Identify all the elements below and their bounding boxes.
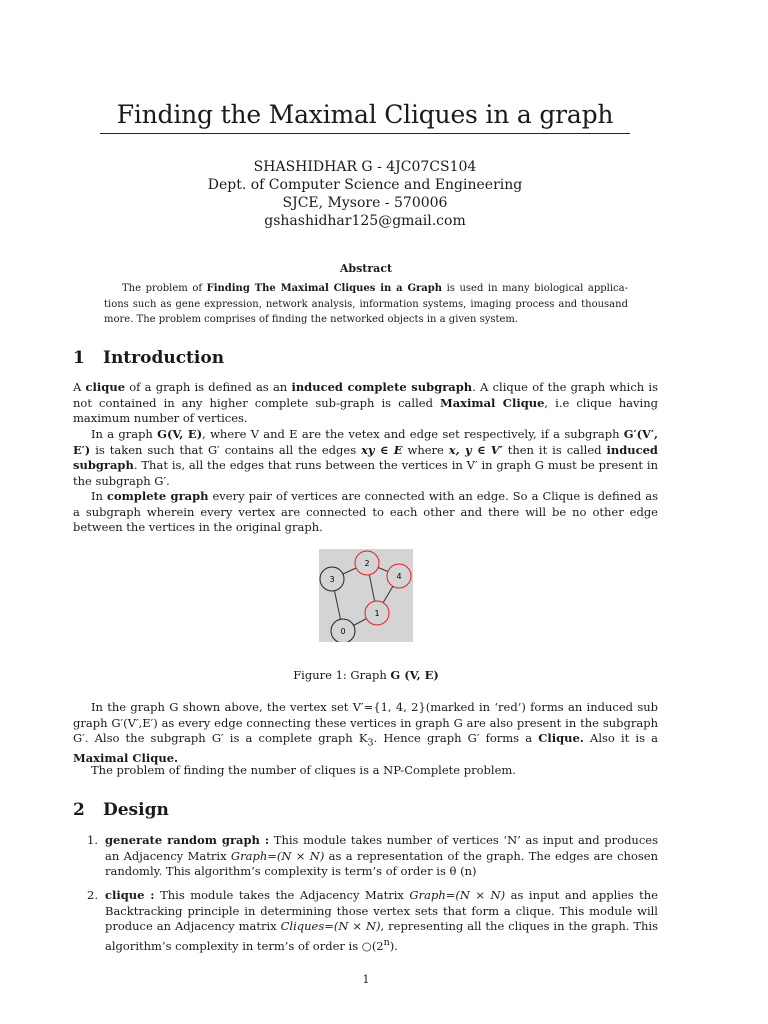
text: , i.e clique having maximum number of vertices.	[73, 395, 658, 425]
text: of a graph is defined as an	[125, 380, 292, 394]
text: The problem of finding the number of cliques is a NP-Complete problem.	[91, 763, 516, 777]
text: is taken such that G′ contains all the edges	[90, 442, 362, 457]
figure-graph	[319, 549, 413, 642]
intro-paragraph-1	[73, 380, 658, 427]
text: In a graph	[91, 427, 158, 441]
text: as input and applies the Backtracking principle in determining those vertex sets that form a clique. This module will produce an Adjacency matrix	[105, 888, 658, 933]
list-body	[105, 888, 658, 954]
text: In the graph G shown above, the vertex set V′={1, 4, 2}(marked in ‘red’) forms an induced sub graph G′(V′,E′) as every edge connecting these vertices in graph G are also present in the subgraph G′. Also the subgraph G′ is a complete graph K	[73, 700, 658, 745]
svg-text:1: 1	[374, 609, 380, 618]
caption-text: Figure 1: Graph	[293, 668, 391, 682]
paper-title: Finding the Maximal Cliques in a graph	[100, 100, 630, 134]
module-name: clique :	[105, 888, 155, 902]
section-number: 1	[73, 348, 85, 368]
math-vertices: x, y ∈ V′	[448, 442, 503, 457]
math: Cliques=(N × N)	[280, 919, 381, 933]
graph-drawing	[319, 549, 413, 642]
graph-node-2	[355, 551, 379, 575]
text: . Hence graph G′ forms a	[373, 731, 539, 745]
np-complete-paragraph	[73, 763, 658, 779]
author-email: gshashidhar125@gmail.com	[264, 213, 466, 229]
text: then it is called	[502, 442, 607, 457]
section-title: Introduction	[103, 348, 225, 368]
svg-text:3: 3	[329, 575, 335, 584]
text: ).	[389, 938, 398, 953]
svg-text:0: 0	[340, 627, 346, 636]
text: , representing all the cliques in the graph. This algorithm’s complexity in term’s of order is ○(2	[105, 919, 659, 953]
text: as a representation of the graph. The edges are chosen randomly. This algorithm’s complexity is term’s of order is θ (n)	[105, 848, 658, 878]
intro-paragraph-2	[73, 427, 658, 489]
list-number: 1.	[87, 833, 98, 847]
math: Graph=(N × N)	[409, 888, 506, 902]
section-title: Design	[103, 800, 169, 820]
text: where	[402, 442, 449, 457]
subscript: 3	[367, 737, 374, 749]
author-institution: SJCE, Mysore - 570006	[282, 195, 448, 211]
text: , where V and E are the vetex and edge set respectively, if a subgraph	[202, 427, 624, 441]
caption-bold: G (V, E)	[390, 668, 439, 682]
superscript: n	[383, 936, 390, 948]
section-heading-design	[73, 800, 169, 820]
term-subgraph: G′(V′, E′)	[73, 427, 659, 457]
abstract-post: is used in many biological applica-tions such as gene expression, network analysis, information systems, imaging process and thousand more. The problem comprises of finding the networked objects in a given system.	[104, 283, 628, 325]
term-induced-complete-subgraph: induced complete subgraph	[291, 380, 473, 394]
figure-caption	[0, 668, 732, 682]
graph-node-1	[365, 601, 389, 625]
math: Graph=(N × N)	[230, 848, 325, 863]
list-body	[105, 833, 658, 880]
abstract-text	[104, 281, 628, 328]
text: In	[91, 489, 107, 503]
section-heading-introduction	[73, 348, 224, 368]
author-block	[0, 158, 730, 230]
graph-node-3	[320, 567, 344, 591]
math-edge: xy ∈ E	[361, 442, 403, 457]
list-number: 2.	[87, 888, 98, 902]
term-maximal-clique: Maximal Clique	[440, 395, 545, 410]
author-department: Dept. of Computer Science and Engineering	[207, 177, 523, 193]
module-name: generate random graph :	[105, 833, 270, 847]
term-maximal-clique: Maximal Clique.	[73, 750, 179, 765]
svg-text:4: 4	[396, 572, 402, 581]
text: . A clique of the graph which is not contained in any higher complete sub-graph is called	[73, 380, 658, 410]
section-number: 2	[73, 800, 85, 820]
term-clique: clique	[85, 380, 126, 394]
term-graph: G(V, E)	[157, 427, 203, 441]
term-induced-subgraph: induced subgraph	[73, 442, 658, 472]
text: Also it is a	[583, 731, 659, 745]
text: every pair of vertices are connected with an edge. So a Clique is defined as a subgraph wherein every vertex are connected to each other and there will be no other edge between the vertices in the original graph.	[73, 489, 658, 534]
author-name: SHASHIDHAR G - 4JC07CS104	[253, 159, 477, 175]
abstract-bold: Finding The Maximal Cliques in a Graph	[206, 283, 443, 294]
text: This module takes number of vertices ‘N’ as input and produces an Adjacency Matrix	[105, 833, 658, 863]
abstract-heading: Abstract	[339, 262, 393, 275]
paragraph-after-figure	[73, 700, 658, 766]
text: This module takes the Adjacency Matrix	[154, 888, 410, 902]
intro-paragraph-3	[73, 489, 658, 536]
page-number: 1	[362, 973, 370, 986]
svg-text:2: 2	[364, 559, 370, 568]
graph-node-0	[331, 619, 355, 642]
text: . That is, all the edges that runs between the vertices in V′ in graph G must be present in the subgraph G′.	[73, 458, 658, 488]
graph-node-4	[387, 564, 411, 588]
term-clique: Clique.	[538, 731, 584, 745]
text: A	[73, 380, 86, 394]
abstract-pre: The problem of	[122, 283, 207, 294]
term-complete-graph: complete graph	[106, 489, 209, 503]
